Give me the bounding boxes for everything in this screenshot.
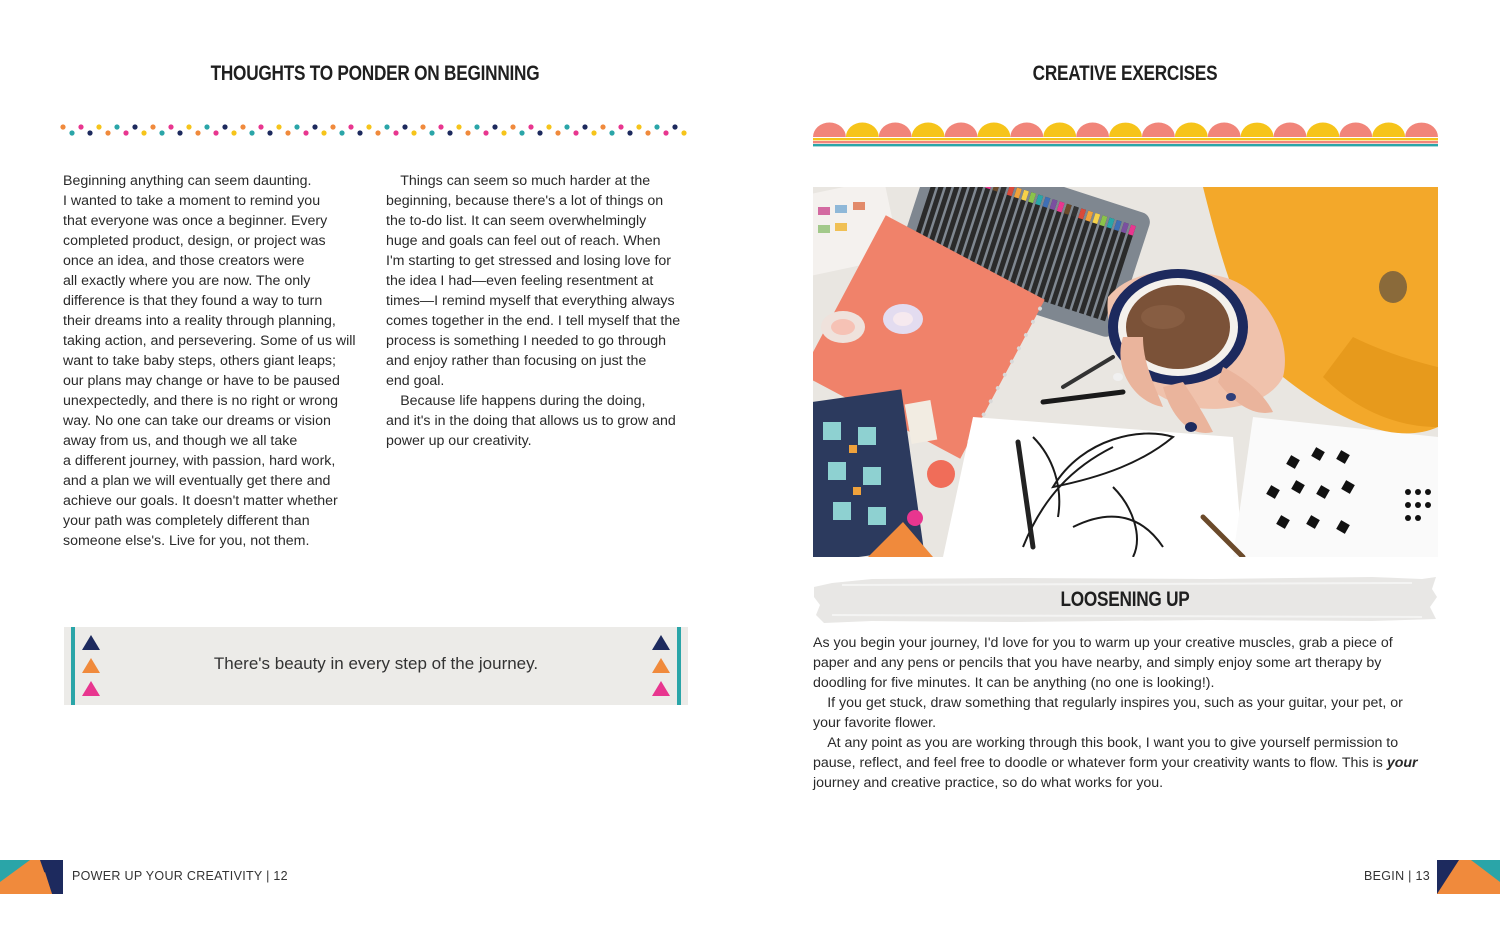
- left-column-2-text: [386, 171, 691, 451]
- text-line: and enjoy rather than focusing on just the: [386, 353, 647, 369]
- text-line: pause, reflect, and feel free to doodle or whatever form your creativity wants to flow. This is your: [813, 755, 1418, 771]
- text-line: all exactly where you are now. The only: [63, 273, 311, 289]
- coffee-art-desk-photo: [813, 187, 1438, 557]
- dotted-divider: [58, 123, 694, 137]
- scallop-divider: [813, 120, 1438, 150]
- corner-graphic-right-icon: [1437, 860, 1500, 894]
- corner-graphic-left-icon: [0, 860, 63, 894]
- text-line: paper and any pens or pencils that you have nearby, and simply enjoy some art therapy by: [813, 655, 1382, 671]
- text-line: taking action, and persevering. Some of us will: [63, 333, 356, 349]
- emphasis-word: your: [1386, 755, 1418, 771]
- text-line: the to-do list. It can seem overwhelmingly: [386, 213, 647, 229]
- right-page-heading: CREATIVE EXERCISES: [1032, 62, 1218, 85]
- text-line: I'm starting to get stressed and losing love for: [386, 253, 672, 269]
- text-line: your favorite flower.: [813, 715, 937, 731]
- text-line: doodling for five minutes. It can be anything (no one is looking!).: [813, 675, 1215, 691]
- text-line: want to take baby steps, others giant leaps;: [63, 353, 336, 369]
- text-line: unexpectedly, and there is no right or wrong: [63, 393, 338, 409]
- text-line: someone else's. Live for you, not them.: [63, 533, 310, 549]
- text-line: your path was completely different than: [63, 513, 310, 529]
- text-line: Things can seem so much harder at the: [386, 173, 651, 189]
- text-line: away from us, and though we all take: [63, 433, 298, 449]
- loosening-up-heading: LOOSENING UP: [1060, 588, 1190, 611]
- text-line: difference is that they found a way to turn: [63, 293, 323, 309]
- text-line: Beginning anything can seem daunting.: [63, 173, 312, 189]
- text-line: and a plan we will eventually get there and: [63, 473, 331, 489]
- text-line: completed product, design, or project was: [63, 233, 326, 249]
- text-line: our plans may change or have to be paused: [63, 373, 340, 389]
- text-line: a different journey, with passion, hard work,: [63, 453, 336, 469]
- text-line: power up our creativity.: [386, 433, 532, 449]
- text-line: times—I remind myself that everything always: [386, 293, 675, 309]
- text-line: beginning, because there's a lot of things on: [386, 193, 664, 209]
- text-line: Because life happens during the doing,: [386, 393, 646, 409]
- right-page-text: [813, 633, 1438, 793]
- text-line: comes together in the end. I tell myself that the: [386, 313, 681, 329]
- text-line: and it's in the doing that allows us to grow and: [386, 413, 676, 429]
- text-line: If you get stuck, draw something that regularly inspires you, such as your guitar, your pet, or: [813, 695, 1403, 711]
- text-line: process is something I needed to go through: [386, 333, 666, 349]
- text-line: journey and creative practice, so do what works for you.: [813, 775, 1164, 791]
- left-page-heading: THOUGHTS TO PONDER ON BEGINNING: [210, 62, 540, 85]
- text-line: the idea I had—even feeling resentment at: [386, 273, 654, 289]
- text-line: huge and goals can feel out of reach. When: [386, 233, 661, 249]
- text-line: end goal.: [386, 373, 445, 389]
- text-line: way. No one can take our dreams or vision: [63, 413, 331, 429]
- text-line: At any point as you are working through this book, I want you to give yourself permission to: [813, 735, 1399, 751]
- text-line: I wanted to take a moment to remind you: [63, 193, 321, 209]
- quote-text: There's beauty in every step of the journey.: [213, 654, 539, 673]
- left-column-1-text: [63, 171, 373, 551]
- quote-callout: [64, 627, 688, 705]
- text-line: their dreams into a reality through planning,: [63, 313, 336, 329]
- text-line: once an idea, and those creators were: [63, 253, 305, 269]
- right-page-footer: BEGIN | 13: [1364, 869, 1430, 883]
- left-page-footer: POWER UP YOUR CREATIVITY | 12: [72, 869, 288, 883]
- text-line: As you begin your journey, I'd love for you to warm up your creative muscles, grab a piece of: [813, 635, 1393, 651]
- text-line: that everyone was once a beginner. Every: [63, 213, 328, 229]
- text-line: achieve our goals. It doesn't matter whether: [63, 493, 338, 509]
